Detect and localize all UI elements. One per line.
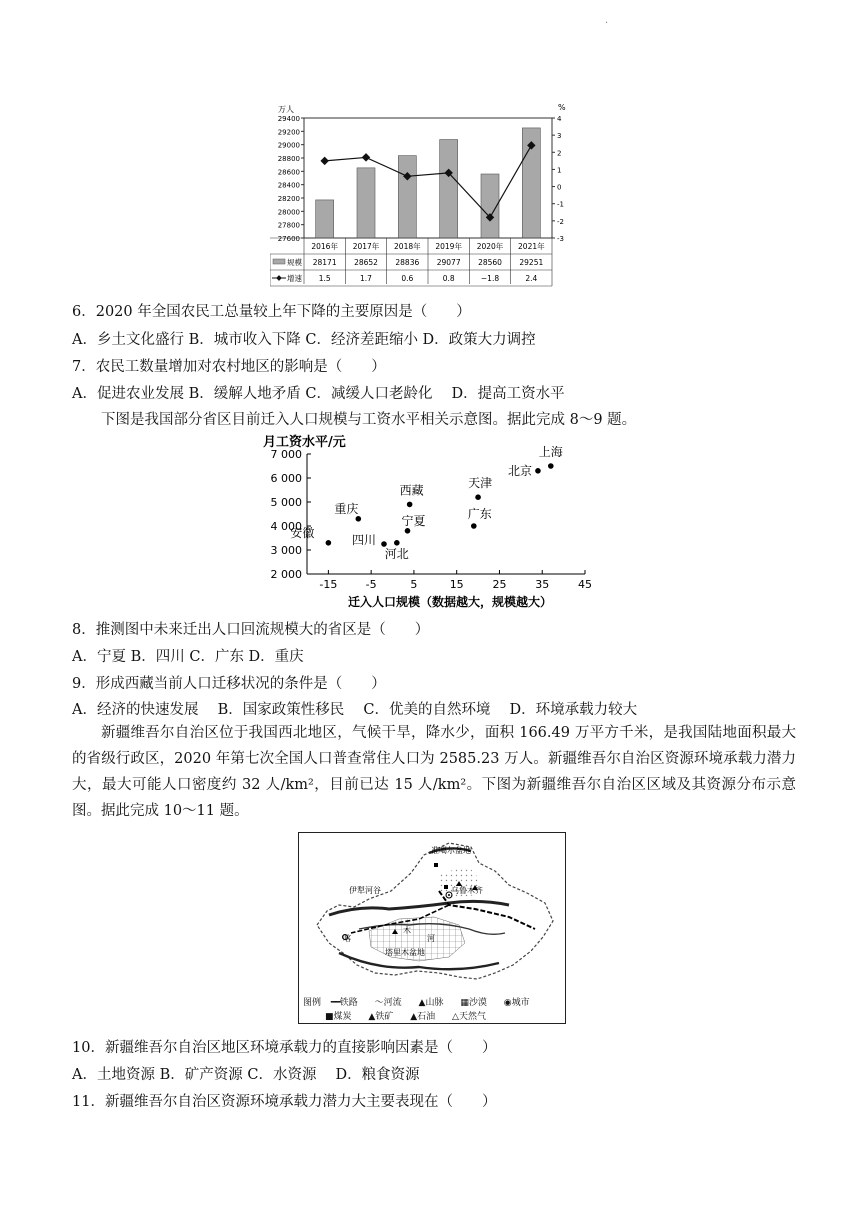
legend-bar-swatch (273, 259, 285, 264)
q7-options: A．促进农业发展 B．缓解人地矛盾 C．减缓人口老龄化 D．提高工资水平 (72, 386, 565, 402)
q6-stem: 6．2020 年全国农民工总量较上年下降的主要原因是（ ） (72, 304, 471, 320)
legend-oil: 石油 (417, 1012, 436, 1022)
x-tick-label: 35 (535, 578, 550, 591)
scatter-point (471, 523, 477, 529)
left-tick-label: 29000 (277, 141, 300, 150)
point-label: 宁夏 (401, 513, 426, 528)
growth-line (325, 145, 532, 217)
scatter-point (548, 463, 554, 469)
right-tick-label: -3 (557, 235, 564, 243)
left-tick-label: 28400 (277, 181, 300, 190)
q10-options: A．土地资源 B．矿产资源 C．水资源 D．粮食资源 (72, 1067, 420, 1083)
growth-value-label: 0.8 (442, 274, 455, 283)
left-tick-label: 29200 (277, 128, 300, 137)
q6-options: A．乡土文化盛行 B．城市收入下降 C．经济差距缩小 D．政策大力调控 (72, 332, 536, 348)
map-label-kashgar: 喀 (343, 934, 351, 943)
growth-point (362, 153, 370, 161)
coal-icon (444, 885, 448, 889)
map-label-tarim: 塔里木盆地 (385, 948, 425, 957)
bar-value-label: 29251 (519, 258, 544, 267)
point-label: 天津 (468, 476, 493, 491)
left-tick-label: 28000 (277, 208, 300, 217)
legend-rail: 铁路 (339, 998, 358, 1008)
q10-stem: 10．新疆维吾尔自治区地区环境承载力的直接影响因素是（ ） (72, 1040, 497, 1056)
q9-stem: 9．形成西藏当前人口迁移状况的条件是（ ） (72, 676, 386, 692)
bar-value-label: 28652 (354, 258, 378, 267)
scatter-point (535, 468, 541, 474)
legend-river: 河流 (383, 998, 402, 1008)
x-tick-label: -15 (319, 578, 338, 591)
x-tick-label: 15 (449, 578, 464, 591)
xinjiang-map-svg (299, 833, 565, 993)
point-label: 北京 (507, 463, 532, 478)
left-tick-label: 28800 (277, 155, 300, 163)
legend-title: 图例 (303, 998, 322, 1008)
bar-value-label: 29077 (436, 258, 461, 267)
point-label: 河北 (384, 546, 409, 561)
category-label: 2018年 (394, 242, 421, 251)
xinjiang-resource-map (298, 832, 566, 1024)
category-label: 2019年 (435, 242, 462, 251)
map-label-yili: 伊犁河谷 (349, 886, 381, 895)
growth-value-label: −1.8 (480, 274, 500, 283)
right-tick-label: 3 (557, 132, 562, 141)
q8-options: A．宁夏 B．四川 C．广东 D．重庆 (72, 649, 304, 665)
bar-value-label: 28560 (478, 258, 502, 267)
legend-gas: 天然气 (458, 1012, 486, 1022)
y-tick-label: 7 000 (270, 448, 302, 461)
q8-stem: 8．推测图中未来迁出人口回流规模大的省区是（ ） (72, 622, 430, 638)
left-tick-label: 28600 (277, 168, 300, 177)
left-tick-label: 27600 (277, 235, 300, 243)
q7-stem: 7．农民工数量增加对农村地区的影响是（ ） (72, 359, 386, 375)
q9-options: A．经济的快速发展 B．国家政策性移民 C．优美的自然环境 D．环境承载力较大 (72, 702, 638, 718)
growth-value-label: 2.4 (525, 274, 538, 283)
y-axis-title: 月工资水平/元 (263, 435, 346, 450)
left-tick-label: 27800 (277, 221, 300, 230)
bar (316, 200, 334, 238)
map-label-urumqi: 乌鲁木齐 (451, 886, 483, 895)
legend-city: 城市 (511, 998, 530, 1008)
left-tick-label: 28200 (277, 195, 300, 203)
coal-icon (434, 863, 438, 867)
y-tick-label: 5 000 (270, 496, 302, 509)
point-label: 四川 (351, 533, 376, 547)
migrant-worker-chart (270, 100, 580, 290)
right-tick-label: -1 (557, 200, 564, 209)
right-tick-label: 2 (557, 149, 562, 158)
map-legend: 图例 ━━铁路 〜河流 ▲山脉 ▦沙漠 ◉城市 ■煤炭 ▲铁矿 ▲石油 △天然气 (299, 993, 565, 1023)
right-tick-label: -2 (557, 217, 564, 226)
plot-frame (304, 118, 552, 238)
y-tick-label: 4 000 (270, 520, 302, 533)
scatter-point (356, 516, 362, 522)
bar-value-label: 28171 (312, 258, 337, 267)
point-label: 重庆 (334, 501, 359, 516)
legend-desert: 沙漠 (468, 998, 487, 1008)
left-axis-unit: 万人 (278, 105, 294, 114)
growth-value-label: 0.6 (401, 274, 414, 283)
q11-stem: 11．新疆维吾尔自治区资源环境承载力潜力大主要表现在（ ） (72, 1094, 497, 1110)
bar (440, 140, 458, 238)
map-label-river: 河 (427, 934, 435, 943)
map-label-mu: 木 (403, 926, 411, 935)
legend-mountain: 山脉 (425, 998, 444, 1008)
legend-line-marker (276, 275, 282, 281)
point-label: 西藏 (399, 483, 424, 498)
category-label: 2021年 (518, 242, 545, 251)
point-label: 安徽 (290, 525, 315, 540)
growth-point (320, 157, 328, 165)
legend-iron: 铁矿 (375, 1012, 394, 1022)
wage-migration-chart-svg (255, 432, 595, 612)
wage-migration-chart (255, 432, 595, 612)
x-tick-label: -5 (365, 578, 377, 591)
growth-value-label: 1.5 (318, 274, 331, 283)
x-tick-label: 5 (410, 578, 418, 591)
right-tick-label: 1 (557, 166, 562, 175)
migrant-worker-chart-svg (270, 100, 580, 290)
page-mark: · (605, 18, 609, 29)
legend-bar-name: 规模 (287, 258, 302, 267)
category-label: 2016年 (311, 242, 338, 251)
bar (398, 156, 416, 238)
right-axis-unit: % (558, 103, 566, 112)
scatter-point (326, 540, 332, 546)
x-axis-title: 迁入人口规模（数据越大，规模越大） (347, 595, 553, 609)
y-tick-label: 3 000 (270, 544, 302, 557)
point-label: 上海 (538, 445, 563, 459)
right-tick-label: 0 (557, 183, 562, 192)
map-label-junggar: 准噶尔盆地 (431, 846, 471, 855)
y-tick-label: 2 000 (270, 568, 302, 581)
intro-10-11: 新疆维吾尔自治区位于我国西北地区，气候干旱，降水少，面积 166.49 万平方千米，是我国陆地面积最大的省级行政区，2020 年第七次全国人口普查常住人口为 2585.23 万人。新疆维吾尔自治区资源环境承载力潜力大，最大可能人口密度约 32 人/km²，目前已达 15 人/km²。下图为新疆维吾尔自治区区域及其资源分布示意图。据此完成 10～11 题。 (72, 725, 796, 819)
scatter-point (475, 494, 481, 500)
y-tick-label: 6 000 (270, 472, 302, 485)
point-label: 广东 (467, 507, 492, 521)
scatter-point (405, 528, 411, 534)
legend-line-name: 增速 (287, 274, 302, 283)
bar (357, 168, 375, 238)
x-tick-label: 25 (492, 578, 507, 591)
scatter-point (394, 540, 400, 546)
x-tick-label: 45 (578, 578, 592, 591)
category-label: 2020年 (476, 242, 504, 251)
category-label: 2017年 (352, 242, 380, 251)
left-tick-label: 29400 (277, 115, 300, 123)
scatter-point (407, 502, 413, 508)
intro-8-9: 下图是我国部分省区目前迁入人口规模与工资水平相关示意图。据此完成 8～9 题。 (101, 412, 637, 428)
legend-coal: 煤炭 (333, 1012, 352, 1022)
right-tick-label: 4 (557, 115, 562, 123)
bar-value-label: 28836 (395, 258, 420, 267)
growth-value-label: 1.7 (360, 274, 372, 283)
